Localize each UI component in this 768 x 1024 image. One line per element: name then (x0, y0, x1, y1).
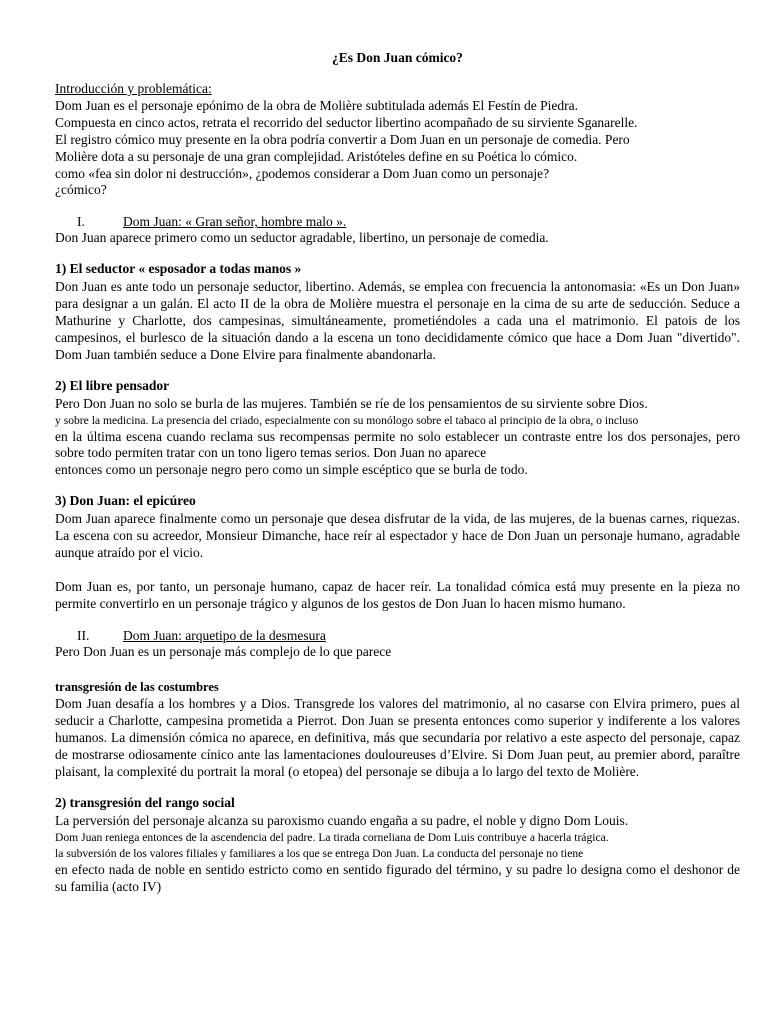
subsection-heading: transgresión de las costumbres (55, 679, 219, 694)
paragraph-line: La perversión del personaje alcanza su paroxismo cuando engaña a su padre, el noble y digno Dom Louis. (55, 812, 629, 828)
page-title: ¿Es Don Juan cómico? (332, 50, 463, 65)
intro-line: Molière dota a su personaje de una gran complejidad. Aristóteles define en su Poética lo cómico. (55, 148, 578, 164)
paragraph: Dom Juan es, por tanto, un personaje humano, capaz de hacer reír. La tonalidad cómica está muy presente en la pieza no permite convertirlo en un personaje trágico y algunos de los gestos de Don Juan lo hacen mismo humano. (55, 578, 740, 611)
section-title: Dom Juan: « Gran señor, hombre malo ». (123, 214, 347, 230)
subsection-heading: 2) El libre pensador (55, 377, 170, 393)
section-heading-part-1 (55, 213, 740, 230)
paragraph: Don Juan es ante todo un personaje seductor, libertino. Además, se emplea con frecuencia la antonomasia: «Es un Don Juan» para designar a un galán. El acto II de la obra de Molière muestra el personaje en la cima de su arte de seducción. Seduce a Mathurine y Charlotte, dos campesinas, simultáneamente, prometiéndoles a cada una el matrimonio. El patois de los campesinos, el burlesco de la situación dando a la escena un tono decididamente cómico que hace a Dom Juan "divertido". Dom Juan también seduce a Done Elvire para finalmente abandonarla. (55, 279, 740, 362)
section-title: Dom Juan: arquetipo de la desmesura (123, 627, 326, 643)
paragraph-line: Pero Don Juan no solo se burla de las mujeres. También se ríe de los pensamientos de su sirviente sobre Dios. (55, 395, 648, 411)
paragraph-line: entonces como un personaje negro pero como un simple escéptico que se burla de todo. (55, 462, 528, 478)
intro-paragraph (55, 98, 740, 199)
intro-line: ¿cómico? (55, 182, 107, 198)
section-heading-part-2 (55, 627, 740, 644)
paragraph: Dom Juan aparece finalmente como un personaje que desea disfrutar de la vida, de las mujeres, de la buenas carnes, riquezas. La escena con su acreedor, Monsieur Dimanche, hace reír al espectador y hace de Don Juan un personaje humano, agradable aunque atraído por el vicio. (55, 511, 740, 560)
paragraph: en la última escena cuando reclama sus recompensas permite no solo establecer un contraste entre los dos personajes, pero sobre todo permiten tratar con un tono ligero temas serios. Don Juan no aparece (55, 428, 740, 461)
paragraph-line: Dom Juan reniega entonces de la ascendencia del padre. La tirada corneliana de Dom Luis contribuye a hacerla trágica. (55, 830, 609, 844)
section-number: I. (77, 214, 85, 230)
paragraph-line: la subversión de los valores filiales y familiares a los que se entrega Don Juan. La conducta del personaje no tiene (55, 846, 584, 860)
intro-line: El registro cómico muy presente en la obra podría convertir a Dom Juan en un personaje de comedia. Pero (55, 131, 630, 147)
section-lead: Pero Don Juan es un personaje más complejo de lo que parece (55, 643, 392, 659)
subsection-heading: 1) El seductor « esposador a todas manos » (55, 261, 302, 277)
section-number: II. (77, 627, 90, 643)
subsection-heading: 3) Don Juan: el epicúreo (55, 493, 196, 509)
subsection-heading: 2) transgresión del rango social (55, 795, 235, 810)
intro-heading: Introducción y problemática: (55, 80, 212, 96)
spacer (55, 562, 740, 579)
intro-line: Compuesta en cinco actos, retrata el recorrido del seductor libertino acompañado de su sirviente Sganarelle. (55, 114, 638, 130)
intro-line: como «fea sin dolor ni destrucción», ¿podemos considerar a Dom Juan como un personaje? (55, 165, 550, 181)
section-lead: Don Juan aparece primero como un seductor agradable, libertino, un personaje de comedia. (55, 230, 549, 246)
paragraph-line: y sobre la medicina. La presencia del criado, especialmente con su monólogo sobre el tabaco al principio de la obra, o incluso (55, 413, 639, 427)
paragraph: en efecto nada de noble en sentido estricto como en sentido figurado del término, y su padre lo designa como el deshonor de su familia (acto IV) (55, 861, 740, 894)
paragraph: Dom Juan desafía a los hombres y a Dios. Transgrede los valores del matrimonio, al no casarse con Elvira primero, pues al seducir a Charlotte, campesina prometida a Pierrot. Don Juan se presenta entonces como superior y indiferente a los valores humanos. La dimensión cómica no aparece, en definitiva, más que secundaria por relativo a este aspecto del personaje, capaz de mostrarse odiosamente cínico ante las lamentaciones douloureuses d’Elvire. Si Dom Juan peut, au premier abord, paraître plaisant, la complexité du portrait la moral (o etopea) del personaje se dibuja a lo largo del texto de Molière. (55, 696, 740, 780)
intro-line: Dom Juan es el personaje epónimo de la obra de Molière subtitulada además El Festín de Piedra. (55, 97, 578, 113)
